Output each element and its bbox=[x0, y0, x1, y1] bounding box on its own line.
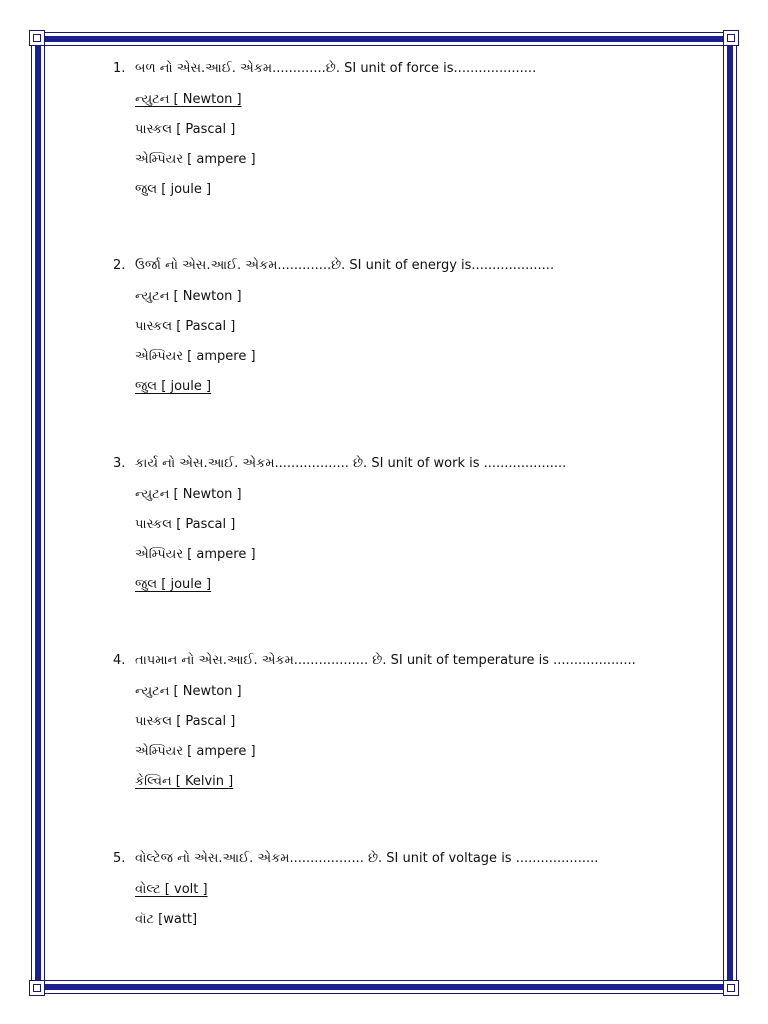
question-prompt: ઉર્જા નો એસ.આઈ. એકમ.............છે. SI unit of energy is.................... bbox=[135, 258, 555, 273]
question-prompt: તાપમાન નો એસ.આઈ. એકમ.................. છે. SI unit of temperature is .................... bbox=[135, 653, 636, 668]
answer-option-correct: જુલ [ joule ] bbox=[135, 577, 212, 592]
answer-option-correct: ન્યુટન [ Newton ] bbox=[135, 92, 242, 107]
answer-option: વૉટ [watt] bbox=[135, 912, 198, 927]
question-number: 4. bbox=[113, 653, 126, 668]
answer-option: ન્યુટન [ Newton ] bbox=[135, 487, 242, 502]
question-number: 1. bbox=[113, 61, 126, 76]
question-text bbox=[113, 60, 713, 78]
answer-option: જુલ [ joule ] bbox=[135, 182, 212, 197]
answer-option: ન્યુટન [ Newton ] bbox=[135, 684, 242, 699]
answer-option: એમ્પિયર [ ampere ] bbox=[135, 547, 256, 562]
answer-option: એમ્પિયર [ ampere ] bbox=[135, 152, 256, 167]
question-1 bbox=[113, 60, 713, 199]
answer-option: એમ્પિયર [ ampere ] bbox=[135, 349, 256, 364]
answer-option-correct: કેલ્વિન [ Kelvin ] bbox=[135, 774, 234, 789]
answer-option: પાસ્કલ [ Pascal ] bbox=[135, 714, 236, 729]
question-number: 2. bbox=[113, 258, 126, 273]
answer-option-correct: વોલ્ટ [ volt ] bbox=[135, 882, 208, 897]
question-prompt: વોલ્ટેજ નો એસ.આઈ. એકમ.................. છે. SI unit of voltage is .................... bbox=[135, 851, 599, 866]
question-number: 5. bbox=[113, 851, 126, 866]
answer-option: પાસ્કલ [ Pascal ] bbox=[135, 319, 236, 334]
answer-option: પાસ્કલ [ Pascal ] bbox=[135, 122, 236, 137]
question-text bbox=[113, 652, 713, 670]
answer-option: એમ્પિયર [ ampere ] bbox=[135, 744, 256, 759]
answer-option: પાસ્કલ [ Pascal ] bbox=[135, 517, 236, 532]
question-text bbox=[113, 850, 713, 868]
question-3 bbox=[113, 455, 713, 594]
question-4 bbox=[113, 652, 713, 791]
answer-option: ન્યુટન [ Newton ] bbox=[135, 289, 242, 304]
question-2 bbox=[113, 257, 713, 396]
question-prompt: બળ નો એસ.આઈ. એકમ.............છે. SI unit of force is.................... bbox=[135, 61, 537, 76]
answer-option-correct: જુલ [ joule ] bbox=[135, 379, 212, 394]
question-prompt: કાર્ય નો એસ.આઈ. એકમ.................. છે. SI unit of work is .................... bbox=[135, 456, 567, 471]
question-text bbox=[113, 257, 713, 275]
question-5 bbox=[113, 850, 713, 929]
question-text bbox=[113, 455, 713, 473]
question-number: 3. bbox=[113, 456, 126, 471]
